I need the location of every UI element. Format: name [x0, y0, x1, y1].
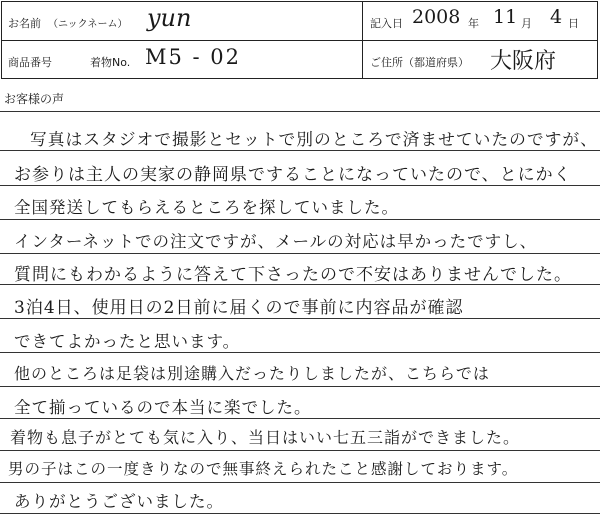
- product-number-label: 商品番号: [8, 56, 52, 69]
- ruled-line: [0, 352, 600, 353]
- ruled-line: [0, 513, 600, 514]
- date-year: 2008: [412, 6, 461, 28]
- comment-line: 着物も息子がとても気に入り、当日はいい七五三詣ができました。: [10, 428, 521, 447]
- date-day: 4: [550, 6, 563, 28]
- comment-line: お参りは主人の実家の静岡県ですることになっていたので、とにかく: [14, 165, 572, 185]
- ruled-line: [0, 253, 600, 254]
- kimono-number-label: 着物No.: [90, 56, 131, 69]
- ruled-line: [0, 111, 600, 112]
- comment-line: 3泊4日、使用日の2日前に届くので事前に内容品が確認: [14, 298, 464, 318]
- comment-line: 男の子はこの一度きりなので無事終えられたこと感謝しております。: [8, 460, 519, 478]
- customer-info-form: [1, 1, 598, 79]
- ruled-line: [0, 386, 600, 387]
- comment-line: 全国発送してもらえるところを探していました。: [14, 198, 399, 217]
- comment-line: 質問にもわかるように答えて下さったので不安はありませんでした。: [14, 265, 572, 285]
- address-value: 大阪府: [490, 49, 557, 74]
- name-hint: （ニックネーム）: [48, 19, 128, 30]
- year-unit: 年: [468, 17, 479, 30]
- form-column-divider: [362, 2, 363, 78]
- comment-line: 写真はスタジオで撮影とセットで別のところで済ませていたのですが、: [30, 129, 598, 149]
- ruled-line: [0, 418, 600, 419]
- ruled-line: [0, 318, 600, 319]
- comment-line: インターネットでの注文ですが、メールの対応は早かったですし、: [14, 232, 538, 251]
- form-row-divider: [2, 40, 597, 41]
- day-unit: 日: [568, 17, 579, 30]
- date-label: 記入日: [370, 17, 403, 30]
- comment-line: ありがとうございました。: [14, 492, 224, 511]
- comment-line: 全て揃っているので本当に楽でした。: [14, 398, 312, 417]
- ruled-line: [0, 482, 600, 483]
- address-label: ご住所（都道府県）: [370, 56, 469, 69]
- ruled-line: [0, 150, 600, 151]
- kimono-number-value: M5 - 02: [145, 45, 242, 69]
- name-label: お名前: [8, 17, 41, 30]
- ruled-line: [0, 450, 600, 451]
- date-month: 11: [493, 6, 518, 28]
- ruled-line: [0, 219, 600, 220]
- month-unit: 月: [521, 17, 532, 30]
- comment-line: できてよかったと思います。: [14, 332, 241, 351]
- ruled-line: [0, 185, 600, 186]
- comment-line: 他のところは足袋は別途購入だったりしましたが、こちらでは: [14, 364, 490, 383]
- name-value: yun: [147, 4, 192, 32]
- section-title: お客様の声: [4, 92, 65, 106]
